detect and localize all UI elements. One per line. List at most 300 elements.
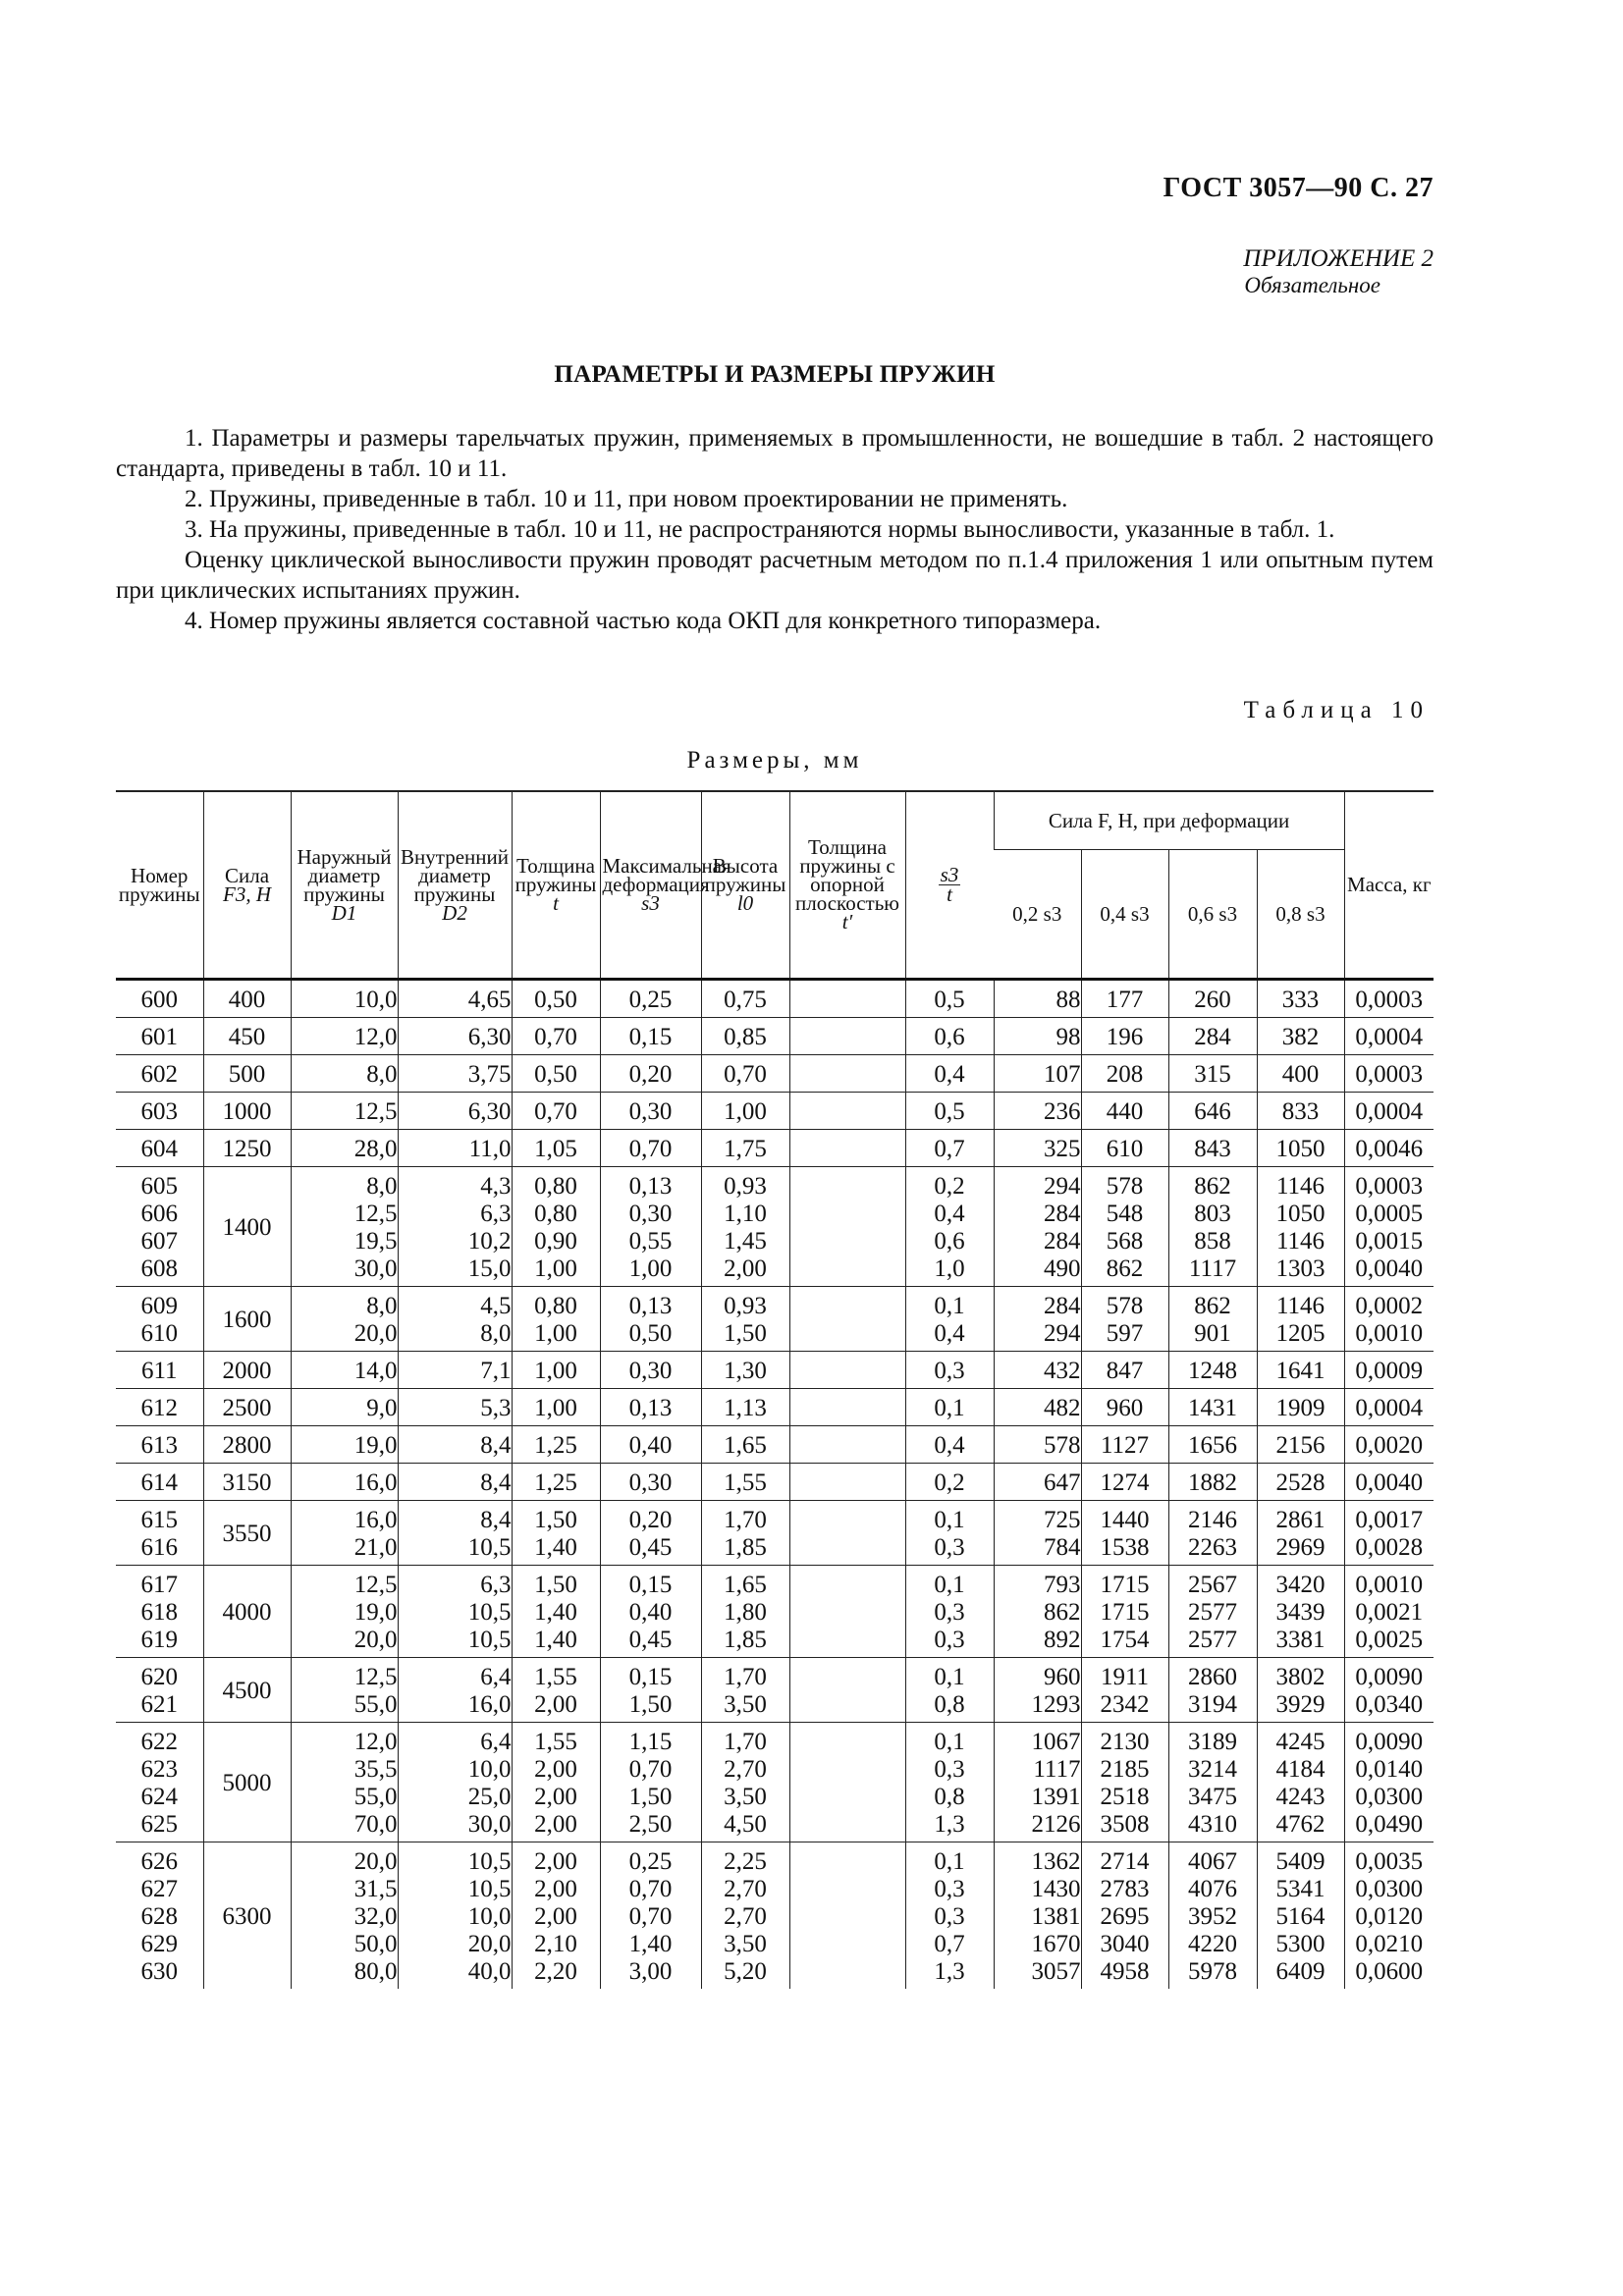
table-cell (512, 1501, 600, 1566)
table-cell (1168, 1055, 1257, 1093)
cell-value: 16,0 (467, 1691, 512, 1718)
table-cell (116, 1723, 203, 1842)
cell-value: 0,25 (628, 987, 673, 1013)
table-cell (1081, 1426, 1168, 1464)
cell-value: 0,0046 (1355, 1136, 1424, 1162)
table-cell (1081, 1842, 1168, 1990)
cell-value (790, 1136, 905, 1163)
cell-value: 0,3 (934, 1599, 965, 1626)
col-def-08-header: 0,8 s3 (1257, 850, 1344, 980)
force-cell: 1250 (203, 1130, 291, 1167)
table-cell (600, 1464, 701, 1501)
cell-value: 597 (1106, 1320, 1144, 1347)
cell-value: 196 (1106, 1024, 1144, 1050)
cell-value (790, 1876, 905, 1903)
table-cell (600, 1287, 701, 1352)
cell-value: 617 (140, 1572, 178, 1598)
col-def-06-header: 0,6 s3 (1168, 850, 1257, 980)
cell-value: 2146 (1188, 1507, 1237, 1533)
cell-value: 0,4 (934, 1201, 965, 1227)
table-cell (291, 1130, 398, 1167)
table-cell (789, 1287, 905, 1352)
table-cell (701, 1566, 789, 1658)
cell-value: 0,1 (934, 1507, 965, 1533)
col-height-header (701, 791, 789, 980)
cell-value: 630 (140, 1958, 178, 1985)
cell-value (790, 1931, 905, 1958)
cell-value: 3,50 (724, 1784, 767, 1810)
cell-value: 6,30 (467, 1098, 512, 1125)
cell-value: 0,30 (628, 1358, 673, 1384)
cell-value: 1,40 (534, 1599, 577, 1626)
cell-value: 4076 (1188, 1876, 1237, 1902)
table-cell (701, 1389, 789, 1426)
table-row (116, 1167, 1434, 1287)
cell-value: 1117 (1188, 1255, 1237, 1282)
table-cell (116, 1352, 203, 1389)
cell-value: 4220 (1188, 1931, 1237, 1957)
ratio-numerator: s3 (940, 863, 959, 886)
cell-value: 1670 (1031, 1931, 1081, 1957)
cell-value: 0,1 (934, 1664, 965, 1690)
table-cell (789, 1723, 905, 1842)
cell-value: 1,00 (724, 1098, 767, 1125)
cell-value: 601 (140, 1024, 178, 1050)
cell-value: 2860 (1188, 1664, 1237, 1690)
cell-value: 858 (1194, 1228, 1231, 1255)
table-cell (1257, 1464, 1344, 1501)
force-cell: 400 (203, 980, 291, 1018)
table-row (116, 1723, 1434, 1842)
cell-value: 960 (1044, 1664, 1081, 1690)
table-cell (600, 1389, 701, 1426)
table-label: Таблица 10 (1243, 697, 1430, 723)
cell-value: 0,0010 (1355, 1320, 1424, 1347)
cell-value: 0,7 (934, 1931, 965, 1957)
cell-value: 10,0 (353, 987, 398, 1013)
cell-value: 4067 (1188, 1848, 1237, 1875)
cell-value: 862 (1194, 1293, 1231, 1319)
cell-value: 0,0040 (1355, 1255, 1424, 1282)
cell-value (790, 1255, 905, 1283)
table-row (116, 1566, 1434, 1658)
cell-value (790, 1664, 905, 1691)
table-cell (994, 980, 1081, 1018)
table-cell (994, 1287, 1081, 1352)
cell-value: 6,3 (480, 1572, 512, 1598)
table-cell (1168, 1842, 1257, 1990)
cell-value: 892 (1044, 1627, 1081, 1653)
cell-value: 3214 (1188, 1756, 1237, 1783)
table-cell (1168, 1352, 1257, 1389)
cell-value: 1127 (1100, 1432, 1150, 1459)
table-cell (398, 1464, 512, 1501)
cell-value: 440 (1106, 1098, 1144, 1125)
table-cell (116, 1055, 203, 1093)
table-cell (398, 1389, 512, 1426)
cell-value: 2783 (1100, 1876, 1150, 1902)
table-cell (905, 1658, 994, 1723)
cell-value: 0,0005 (1355, 1201, 1424, 1227)
cell-value (790, 1432, 905, 1460)
col-force-header (203, 791, 291, 980)
table-cell (1344, 1842, 1434, 1990)
table-cell (1344, 1352, 1434, 1389)
cell-value: 1391 (1031, 1784, 1081, 1810)
table-cell (1344, 1723, 1434, 1842)
table-cell (1081, 1566, 1168, 1658)
col-height-label: Высота пружины (704, 854, 786, 896)
table-cell (994, 1658, 1081, 1723)
col-number-header: Номер пружины (116, 791, 203, 980)
cell-value: 862 (1044, 1599, 1081, 1626)
cell-value: 382 (1281, 1024, 1320, 1050)
col-def-04-header: 0,4 s3 (1081, 850, 1168, 980)
cell-value: 2528 (1275, 1469, 1325, 1496)
cell-value (790, 1469, 905, 1497)
table-cell (1081, 1287, 1168, 1352)
cell-value (790, 1228, 905, 1255)
cell-value: 19,0 (353, 1432, 398, 1459)
cell-value: 1,00 (534, 1358, 577, 1384)
table-cell (994, 1842, 1081, 1990)
table-cell (701, 1167, 789, 1287)
table-cell (600, 1723, 701, 1842)
cell-value: 4245 (1275, 1729, 1325, 1755)
table-cell (600, 1842, 701, 1990)
cell-value: 8,0 (366, 1293, 398, 1319)
cell-value (790, 1958, 905, 1986)
col-force-group-header: Сила F, Н, при деформации (994, 791, 1344, 850)
cell-value: 0,2 (934, 1469, 965, 1496)
table-cell (994, 1352, 1081, 1389)
cell-value: 6,4 (480, 1664, 512, 1690)
cell-value: 0,80 (534, 1173, 577, 1200)
cell-value: 0,0300 (1355, 1876, 1424, 1902)
table-cell (1081, 1167, 1168, 1287)
cell-value: 3420 (1275, 1572, 1325, 1598)
cell-value: 1146 (1275, 1228, 1325, 1255)
cell-value: 10,5 (467, 1534, 512, 1561)
cell-value: 604 (140, 1136, 178, 1162)
cell-value (790, 1098, 905, 1126)
cell-value: 4184 (1275, 1756, 1325, 1783)
cell-value: 2126 (1031, 1811, 1081, 1838)
table-cell (512, 1130, 600, 1167)
table-cell (512, 1464, 600, 1501)
table-cell (512, 1566, 600, 1658)
cell-value: 1,3 (934, 1958, 965, 1985)
cell-value: 10,5 (467, 1848, 512, 1875)
table-cell (701, 1842, 789, 1990)
cell-value: 0,0600 (1355, 1958, 1424, 1985)
table-row (116, 1018, 1434, 1055)
table-cell (512, 980, 600, 1018)
cell-value: 3381 (1275, 1627, 1325, 1653)
table-cell (789, 1130, 905, 1167)
cell-value: 1,00 (534, 1255, 577, 1282)
cell-value: 0,1 (934, 1395, 965, 1421)
ratio-denominator: t (947, 882, 952, 906)
force-cell: 500 (203, 1055, 291, 1093)
cell-value: 2,20 (534, 1958, 577, 1985)
table-cell (905, 1566, 994, 1658)
table-cell (291, 1093, 398, 1130)
cell-value: 4,65 (467, 987, 512, 1013)
cell-value: 1205 (1275, 1320, 1325, 1347)
table-cell (116, 1287, 203, 1352)
cell-value: 1274 (1100, 1469, 1150, 1496)
cell-value: 3,50 (724, 1691, 767, 1718)
table-cell (1168, 1464, 1257, 1501)
table-cell (1081, 1352, 1168, 1389)
cell-value: 1,00 (534, 1320, 577, 1347)
cell-value: 0,0002 (1355, 1293, 1424, 1319)
cell-value: 2577 (1188, 1599, 1237, 1626)
cell-value: 901 (1194, 1320, 1231, 1347)
table-cell (512, 1167, 600, 1287)
cell-value: 10,5 (467, 1599, 512, 1626)
cell-value: 1754 (1100, 1627, 1150, 1653)
cell-value: 0,3 (934, 1876, 965, 1902)
col-support-thickness-symbol: t′ (841, 910, 853, 934)
cell-value: 1,65 (724, 1432, 767, 1459)
cell-value: 6409 (1275, 1958, 1325, 1985)
cell-value: 14,0 (353, 1358, 398, 1384)
cell-value: 843 (1194, 1136, 1231, 1162)
cell-value: 1,0 (934, 1255, 965, 1282)
cell-value (790, 1534, 905, 1562)
cell-value: 12,5 (353, 1572, 398, 1598)
cell-value: 2156 (1275, 1432, 1325, 1459)
cell-value (790, 1358, 905, 1385)
cell-value: 1,50 (724, 1320, 767, 1347)
cell-value: 1,00 (628, 1255, 673, 1282)
cell-value: 4958 (1100, 1958, 1150, 1985)
ratio-fraction (939, 863, 961, 906)
cell-value: 578 (1044, 1432, 1081, 1459)
table-cell (512, 1426, 600, 1464)
table-cell (905, 1352, 994, 1389)
cell-value (790, 1784, 905, 1811)
cell-value: 0,15 (628, 1664, 673, 1690)
col-support-thickness-header (789, 791, 905, 980)
cell-value: 0,50 (534, 987, 577, 1013)
cell-value: 620 (140, 1664, 178, 1690)
cell-value: 1,40 (534, 1534, 577, 1561)
table-cell (398, 1658, 512, 1723)
cell-value: 0,40 (628, 1432, 673, 1459)
cell-value: 607 (140, 1228, 178, 1255)
cell-value: 833 (1281, 1098, 1320, 1125)
table-cell (1257, 1130, 1344, 1167)
cell-value: 578 (1106, 1173, 1144, 1200)
cell-value (790, 1024, 905, 1051)
cell-value: 0,0020 (1355, 1432, 1424, 1459)
table-cell (905, 1723, 994, 1842)
force-cell: 1000 (203, 1093, 291, 1130)
table-row (116, 1093, 1434, 1130)
cell-value: 0,13 (628, 1395, 673, 1421)
table-cell (116, 980, 203, 1018)
table-cell (398, 1055, 512, 1093)
cell-value: 0,3 (934, 1358, 965, 1384)
cell-value: 627 (140, 1876, 178, 1902)
cell-value: 0,0004 (1355, 1098, 1424, 1125)
cell-value: 0,8 (934, 1691, 965, 1718)
cell-value: 3057 (1031, 1958, 1081, 1985)
cell-value (790, 1293, 905, 1320)
cell-value: 2695 (1100, 1903, 1150, 1930)
table-row (116, 1426, 1434, 1464)
cell-value: 0,30 (628, 1469, 673, 1496)
cell-value: 10,5 (467, 1627, 512, 1653)
cell-value: 3952 (1188, 1903, 1237, 1930)
cell-value: 2577 (1188, 1627, 1237, 1653)
force-cell: 1600 (203, 1287, 291, 1352)
cell-value: 2,25 (724, 1848, 767, 1875)
table-cell (1081, 1464, 1168, 1501)
cell-value: 625 (140, 1811, 178, 1838)
table-cell (398, 1130, 512, 1167)
cell-value: 284 (1194, 1024, 1231, 1050)
force-cell: 4500 (203, 1658, 291, 1723)
cell-value: 2130 (1100, 1729, 1150, 1755)
cell-value: 16,0 (353, 1469, 398, 1496)
cell-value: 20,0 (353, 1320, 398, 1347)
cell-value: 0,3 (934, 1534, 965, 1561)
table-cell (1081, 1093, 1168, 1130)
col-inner-diameter-symbol: D2 (442, 900, 467, 925)
table-cell (789, 1055, 905, 1093)
table-cell (701, 980, 789, 1018)
cell-value: 236 (1044, 1098, 1081, 1125)
table-cell (116, 1464, 203, 1501)
table-cell (1257, 1501, 1344, 1566)
force-cell: 6300 (203, 1842, 291, 1990)
table-cell (116, 1093, 203, 1130)
table-row (116, 1055, 1434, 1093)
force-cell: 2000 (203, 1352, 291, 1389)
cell-value: 2,00 (534, 1848, 577, 1875)
cell-value: 0,50 (534, 1061, 577, 1088)
table-cell (1168, 1501, 1257, 1566)
cell-value: 28,0 (353, 1136, 398, 1162)
cell-value (790, 1848, 905, 1876)
cell-value: 0,70 (628, 1876, 673, 1902)
cell-value: 315 (1194, 1061, 1231, 1088)
cell-value: 2,00 (534, 1784, 577, 1810)
cell-value: 0,0025 (1355, 1627, 1424, 1653)
cell-value: 613 (140, 1432, 178, 1459)
table-cell (398, 1501, 512, 1566)
table-cell (1257, 1658, 1344, 1723)
cell-value: 0,0015 (1355, 1228, 1424, 1255)
cell-value: 6,4 (480, 1729, 512, 1755)
cell-value: 25,0 (467, 1784, 512, 1810)
cell-value: 0,1 (934, 1729, 965, 1755)
col-mass-header: Масса, кг (1344, 791, 1434, 980)
cell-value: 1,55 (724, 1469, 767, 1496)
cell-value: 1440 (1100, 1507, 1150, 1533)
cell-value: 1,80 (724, 1599, 767, 1626)
table-cell (701, 1018, 789, 1055)
cell-value: 4,50 (724, 1811, 767, 1838)
table-cell (1081, 1723, 1168, 1842)
cell-value: 0,0490 (1355, 1811, 1424, 1838)
cell-value: 0,55 (628, 1228, 673, 1255)
table-cell (789, 1464, 905, 1501)
cell-value: 3508 (1100, 1811, 1150, 1838)
cell-value: 325 (1044, 1136, 1081, 1162)
table-header (116, 791, 1434, 980)
table-cell (994, 1130, 1081, 1167)
table-cell (994, 1389, 1081, 1426)
cell-value: 0,3 (934, 1903, 965, 1930)
cell-value: 294 (1044, 1173, 1081, 1200)
cell-value: 0,0003 (1355, 987, 1424, 1013)
table-cell (600, 1352, 701, 1389)
cell-value: 0,0300 (1355, 1784, 1424, 1810)
table-cell (1081, 1501, 1168, 1566)
cell-value: 628 (140, 1903, 178, 1930)
table-cell (1257, 1842, 1344, 1990)
cell-value: 0,7 (934, 1136, 965, 1162)
cell-value: 1381 (1031, 1903, 1081, 1930)
cell-value: 611 (140, 1358, 178, 1384)
table-cell (905, 1501, 994, 1566)
cell-value: 6,30 (467, 1024, 512, 1050)
table-cell (1257, 1167, 1344, 1287)
col-outer-diameter-label: Наружный диаметр пружины (297, 844, 392, 906)
cell-value: 432 (1044, 1358, 1081, 1384)
table-cell (116, 1389, 203, 1426)
table-cell (291, 1723, 398, 1842)
cell-value: 284 (1044, 1201, 1081, 1227)
cell-value: 1248 (1188, 1358, 1237, 1384)
cell-value: 5300 (1275, 1931, 1325, 1957)
cell-value: 21,0 (353, 1534, 398, 1561)
cell-value: 803 (1194, 1201, 1231, 1227)
table-cell (1168, 1130, 1257, 1167)
cell-value: 793 (1044, 1572, 1081, 1598)
cell-value: 0,3 (934, 1756, 965, 1783)
cell-value: 5409 (1275, 1848, 1325, 1875)
table-row (116, 1464, 1434, 1501)
cell-value: 5978 (1188, 1958, 1237, 1985)
table-cell (398, 1352, 512, 1389)
cell-value: 2185 (1100, 1756, 1150, 1783)
cell-value: 12,0 (353, 1729, 398, 1755)
cell-value: 19,0 (353, 1599, 398, 1626)
cell-value: 0,0035 (1355, 1848, 1424, 1875)
table-cell (701, 1501, 789, 1566)
cell-value: 482 (1044, 1395, 1081, 1421)
cell-value: 32,0 (353, 1903, 398, 1930)
force-cell: 2800 (203, 1426, 291, 1464)
cell-value: 1,65 (724, 1572, 767, 1598)
table-row (116, 1501, 1434, 1566)
cell-value: 621 (140, 1691, 178, 1718)
table-body (116, 980, 1434, 1990)
table-cell (291, 1842, 398, 1990)
cell-value: 2,50 (628, 1811, 673, 1838)
table-cell (789, 1566, 905, 1658)
cell-value: 1,85 (724, 1627, 767, 1653)
cell-value: 7,1 (480, 1358, 512, 1384)
cell-value: 2969 (1275, 1534, 1325, 1561)
force-cell: 1400 (203, 1167, 291, 1287)
